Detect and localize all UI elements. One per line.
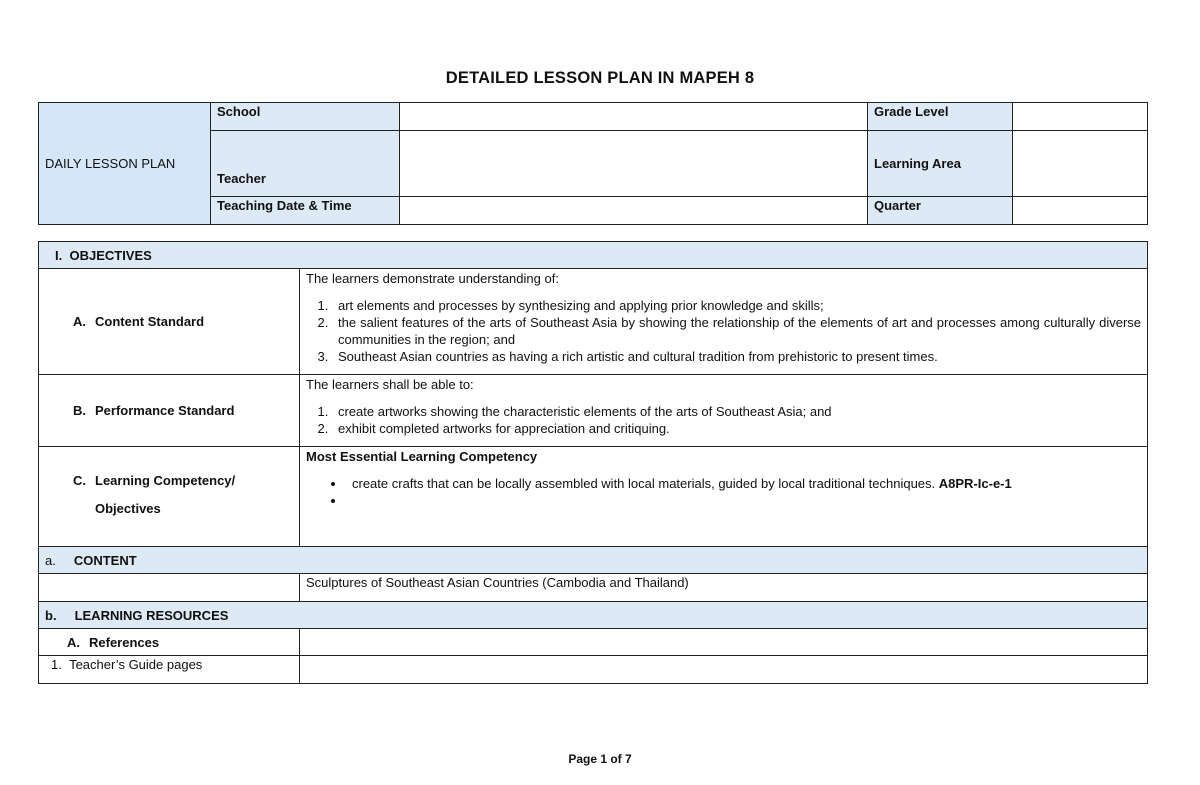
content-num: a.: [45, 552, 56, 568]
content-standard-letter: A.: [73, 314, 86, 329]
lesson-plan-table: [38, 241, 1148, 684]
grade-level-label: Grade Level: [868, 103, 1013, 131]
content-standard-text: Content Standard: [95, 314, 205, 329]
teachers-guide-num: 1.: [51, 657, 62, 672]
references-text: References: [89, 634, 160, 650]
competency-cell: [300, 447, 1148, 547]
objectives-num: I.: [55, 247, 63, 263]
objectives-title: OBJECTIVES: [69, 247, 152, 263]
content-value: Sculptures of Southeast Asian Countries (Cambodia and Thailand): [300, 574, 1148, 602]
teachers-guide-field[interactable]: [300, 656, 1148, 684]
teacher-field[interactable]: [400, 131, 868, 197]
objectives-heading: [39, 242, 1148, 269]
competency-label: [39, 447, 300, 547]
competency-line2: Objectives: [95, 501, 161, 516]
list-item-empty: [346, 492, 1141, 509]
performance-standard-text: Performance Standard: [95, 403, 235, 418]
list-item: 2. the salient features of the arts of Southeast Asia by showing the relationship of the elements of art and processes among culturally diverse communities in the region; and: [332, 314, 1141, 348]
teaching-date-label: Teaching Date & Time: [211, 197, 400, 225]
learning-area-label: Learning Area: [868, 131, 1013, 197]
list-item: 2. exhibit completed artworks for appreciation and critiquing.: [332, 420, 1141, 437]
teachers-guide-label: [39, 656, 300, 684]
resources-num: b.: [45, 607, 57, 623]
performance-standard-label: [39, 375, 300, 447]
content-standard-cell: [300, 269, 1148, 375]
resources-title: LEARNING RESOURCES: [74, 607, 229, 623]
performance-standard-letter: B.: [73, 403, 86, 418]
performance-standard-intro: The learners shall be able to:: [306, 377, 474, 392]
list-item: 3. Southeast Asian countries as having a rich artistic and cultural tradition from prehistoric to present times.: [332, 348, 1141, 365]
references-label: [39, 629, 300, 656]
teacher-label: Teacher: [211, 131, 400, 197]
daily-lesson-plan-label: DAILY LESSON PLAN: [39, 103, 211, 225]
school-label: School: [211, 103, 400, 131]
grade-level-field[interactable]: [1013, 103, 1148, 131]
content-standard-label: [39, 269, 300, 375]
teaching-date-field[interactable]: [400, 197, 868, 225]
quarter-field[interactable]: [1013, 197, 1148, 225]
teachers-guide-text: Teacher’s Guide pages: [69, 657, 203, 672]
content-standard-intro: The learners demonstrate understanding of:: [306, 271, 559, 286]
list-item: 1. create artworks showing the characteristic elements of the arts of Southeast Asia; and: [332, 403, 1141, 420]
content-title: CONTENT: [73, 552, 137, 568]
header-table: [38, 102, 1148, 225]
performance-standard-cell: [300, 375, 1148, 447]
competency-code: A8PR-Ic-e-1: [938, 476, 1012, 491]
learning-area-field[interactable]: [1013, 131, 1148, 197]
references-letter: A.: [67, 634, 80, 650]
document-title: DETAILED LESSON PLAN IN MAPEH 8: [445, 69, 755, 87]
page-number: Page 1 of 7: [568, 752, 632, 766]
learning-resources-heading: [39, 602, 1148, 629]
content-heading: [39, 547, 1148, 574]
competency-line1: Learning Competency/: [95, 473, 236, 488]
school-field[interactable]: [400, 103, 868, 131]
list-item: [346, 475, 1141, 492]
quarter-label: Quarter: [868, 197, 1013, 225]
competency-heading: Most Essential Learning Competency: [306, 449, 538, 464]
content-empty-cell: [39, 574, 300, 602]
competency-letter: C.: [73, 473, 86, 488]
references-cell: [300, 629, 1148, 656]
competency-bullet-text: create crafts that can be locally assembled with local materials, guided by local traditional techniques.: [352, 476, 936, 491]
list-item: 1. art elements and processes by synthesizing and applying prior knowledge and skills;: [332, 297, 1141, 314]
